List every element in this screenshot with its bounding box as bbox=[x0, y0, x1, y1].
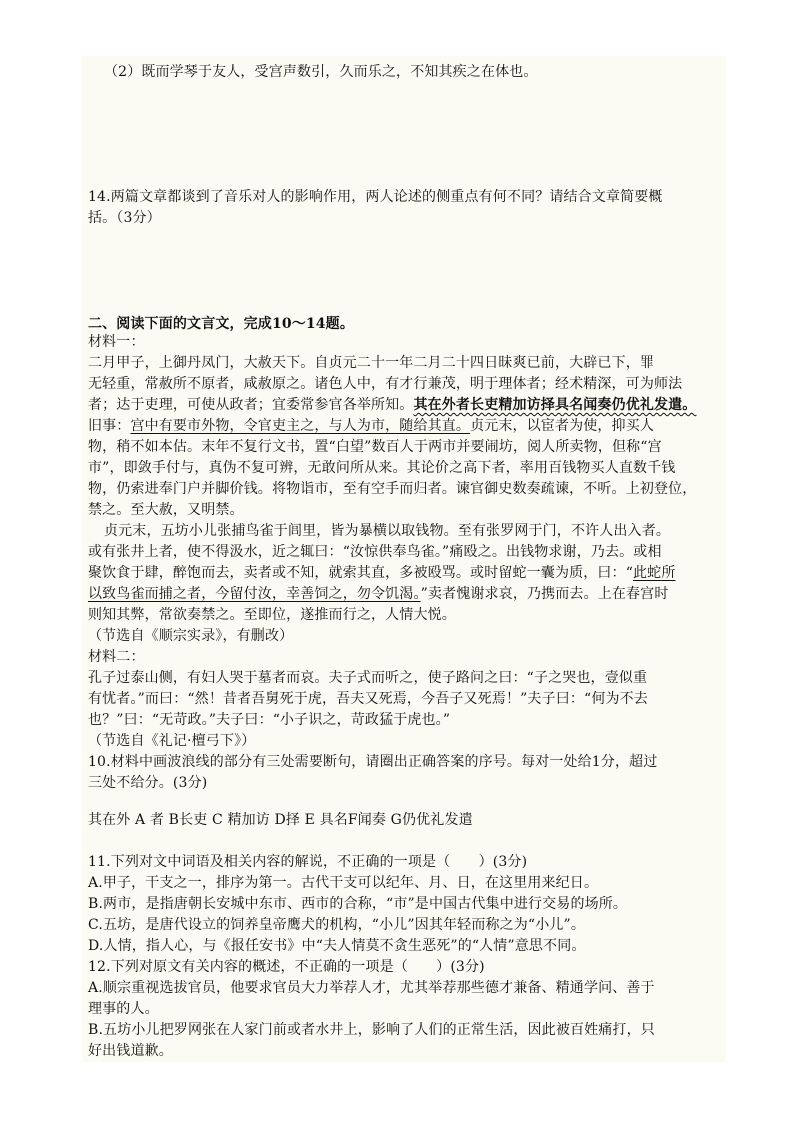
material1-label: 材料一： bbox=[88, 334, 145, 350]
material1-p2-line2: 物，稍不如本估。末年不复行文书，置“白望”数百人于两市并要闹坊，阅人所卖物，但称“宫 bbox=[88, 439, 662, 455]
p1-line3-text: 者；达于吏理，可使从政者；宜委常参官各举所知。 bbox=[88, 397, 414, 413]
material1-p2-line5: 禁之。至大赦，又明禁。 bbox=[88, 502, 244, 518]
q10-stem-line2: 三处不给分。(3分) bbox=[88, 775, 208, 791]
material1-p1-line3 bbox=[88, 395, 696, 416]
wavy-underlined-sentence: 其在外者长吏精加访择具名闻奏仍优礼发遣。 bbox=[413, 397, 697, 413]
material1-p2-line1 bbox=[88, 416, 654, 437]
q12-option-b-line1: B.五坊小儿把罗网张在人家门前或者水井上，影响了人们的正常生活，因此被百姓痛打，只 bbox=[88, 1022, 655, 1038]
material1-source: （节选自《顺宗实录》，有删改） bbox=[88, 628, 294, 644]
material1-p3-line4 bbox=[88, 584, 668, 605]
material2-source: （节选自《礼记·檀弓下》） bbox=[88, 733, 256, 749]
p3-line4-tail: ”卖者愧谢求哀，乃携而去。上在春宫时 bbox=[420, 586, 669, 602]
underlined-sentence-1: 宫中有要市外物，令官吏主之，与人为市，随给其直。 bbox=[130, 418, 471, 434]
q12-option-b-line2: 好出钱道歉。 bbox=[88, 1043, 173, 1059]
material1-p3-line5: 则知其弊，常欲奏禁之。至即位，遂推而行之，人情大悦。 bbox=[88, 607, 456, 623]
material1-p3-line1: 贞元末，五坊小儿张捕鸟雀于闾里，皆为暴横以取钱物。至有张罗网于门，不许人出入者。 bbox=[104, 523, 670, 539]
material2-line3: 也？”曰：“无苛政。”夫子曰：“小子识之，苛政猛于虎也。” bbox=[88, 712, 451, 728]
p2-line1-prefix: 旧事： bbox=[88, 418, 131, 434]
material1-p1-line2: 无轻重，常赦所不原者，咸赦原之。诸色人中，有才行兼茂，明于理体者；经术精深，可为师法 bbox=[88, 376, 683, 392]
q14-stem-line1: 14.两篇文章都谈到了音乐对人的影响作用，两人论述的侧重点有何不同？请结合文章简要概 bbox=[88, 189, 663, 205]
underlined-sentence-2b: 以致鸟雀而捕之者，今留付汝，幸善饲之，勿令饥渴。 bbox=[88, 586, 421, 602]
q12-stem: 12.下列对原文有关内容的概述，不正确的一项是（ ）(3分) bbox=[88, 959, 485, 975]
material1-p2-line4: 物，仍索进奉门户并脚价钱。将物诣市，至有空手而归者。谏官御史数奏疏谏，不听。上初登位， bbox=[88, 481, 697, 497]
q12-option-a-line2: 理事的人。 bbox=[88, 1001, 159, 1017]
q11-option-b: B.两市，是指唐朝长安城中东市、西市的合称，“市”是中国古代集中进行交易的场所。 bbox=[88, 896, 628, 912]
material1-p2-line3: 市”，即敛手付与，真伪不复可辨，无敢问所从来。其论价之高下者，率用百钱物买人直数千钱 bbox=[88, 460, 676, 476]
q10-options: 其在外 A 者 B长吏 C 精加访 D择 E 具名F闻奏 G仍优礼发遣 bbox=[88, 812, 473, 828]
section-heading: 二、阅读下面的文言文，完成10～14题。 bbox=[88, 316, 354, 332]
q11-option-a: A.甲子，干支之一，排序为第一。古代干支可以纪年、月、日，在这里用来纪日。 bbox=[88, 875, 599, 891]
p3-line3-text: 聚饮食于肆，醉饱而去，卖者或不知，就索其直，多被殴骂。或时留蛇一囊为质，曰：“ bbox=[88, 565, 634, 581]
material1-p3-line3 bbox=[88, 563, 675, 584]
material2-label: 材料二： bbox=[88, 649, 145, 665]
material2-line2: 有忧者。”而曰：“然！昔者吾舅死于虎，吾夫又死焉，今吾子又死焉！”夫子曰：“何为不去 bbox=[88, 691, 648, 707]
underlined-sentence-2a: 此蛇所 bbox=[633, 565, 676, 581]
material1-p3-line2: 或有张井上者，使不得汲水，近之辄曰：“汝惊供奉鸟雀。”痛殴之。出钱物求谢，乃去。或相 bbox=[88, 544, 662, 560]
q11-stem: 11.下列对文中词语及相关内容的解说，不正确的一项是（ ）(3分) bbox=[88, 854, 528, 870]
q11-option-c: C.五坊，是唐代设立的饲养皇帝鹰犬的机构，“小儿”因其年轻而称之为“小儿”。 bbox=[88, 917, 585, 933]
q10-stem-line1: 10.材料中画波浪线的部分有三处需要断句，请圈出正确答案的序号。每对一处给1分，超过 bbox=[88, 754, 658, 770]
q9-part2-sentence: （2）既而学琴于友人，受宫声数引，久而乐之，不知其疾之在体也。 bbox=[104, 64, 538, 80]
p2-line1-tail: 贞元末，以宦者为使，抑买人 bbox=[470, 418, 655, 434]
q12-option-a-line1: A.顺宗重视选拔官员，他要求官员大力举荐人才，尤其举荐那些德才兼备、精通学问、善于 bbox=[88, 980, 655, 996]
material2-line1: 孔子过泰山侧，有妇人哭于墓者而哀。夫子式而听之，使子路问之曰：“子之哭也，壹似重 bbox=[88, 670, 648, 686]
material1-p1-line1: 二月甲子，上御丹凤门，大赦天下。自贞元二十一年二月二十四日昧爽已前，大辟已下，罪 bbox=[88, 355, 654, 371]
q14-stem-line2: 括。（3分） bbox=[88, 210, 161, 226]
q11-option-d: D.人情，指人心，与《报任安书》中“夫人情莫不贪生恶死”的“人情”意思不同。 bbox=[88, 938, 586, 954]
